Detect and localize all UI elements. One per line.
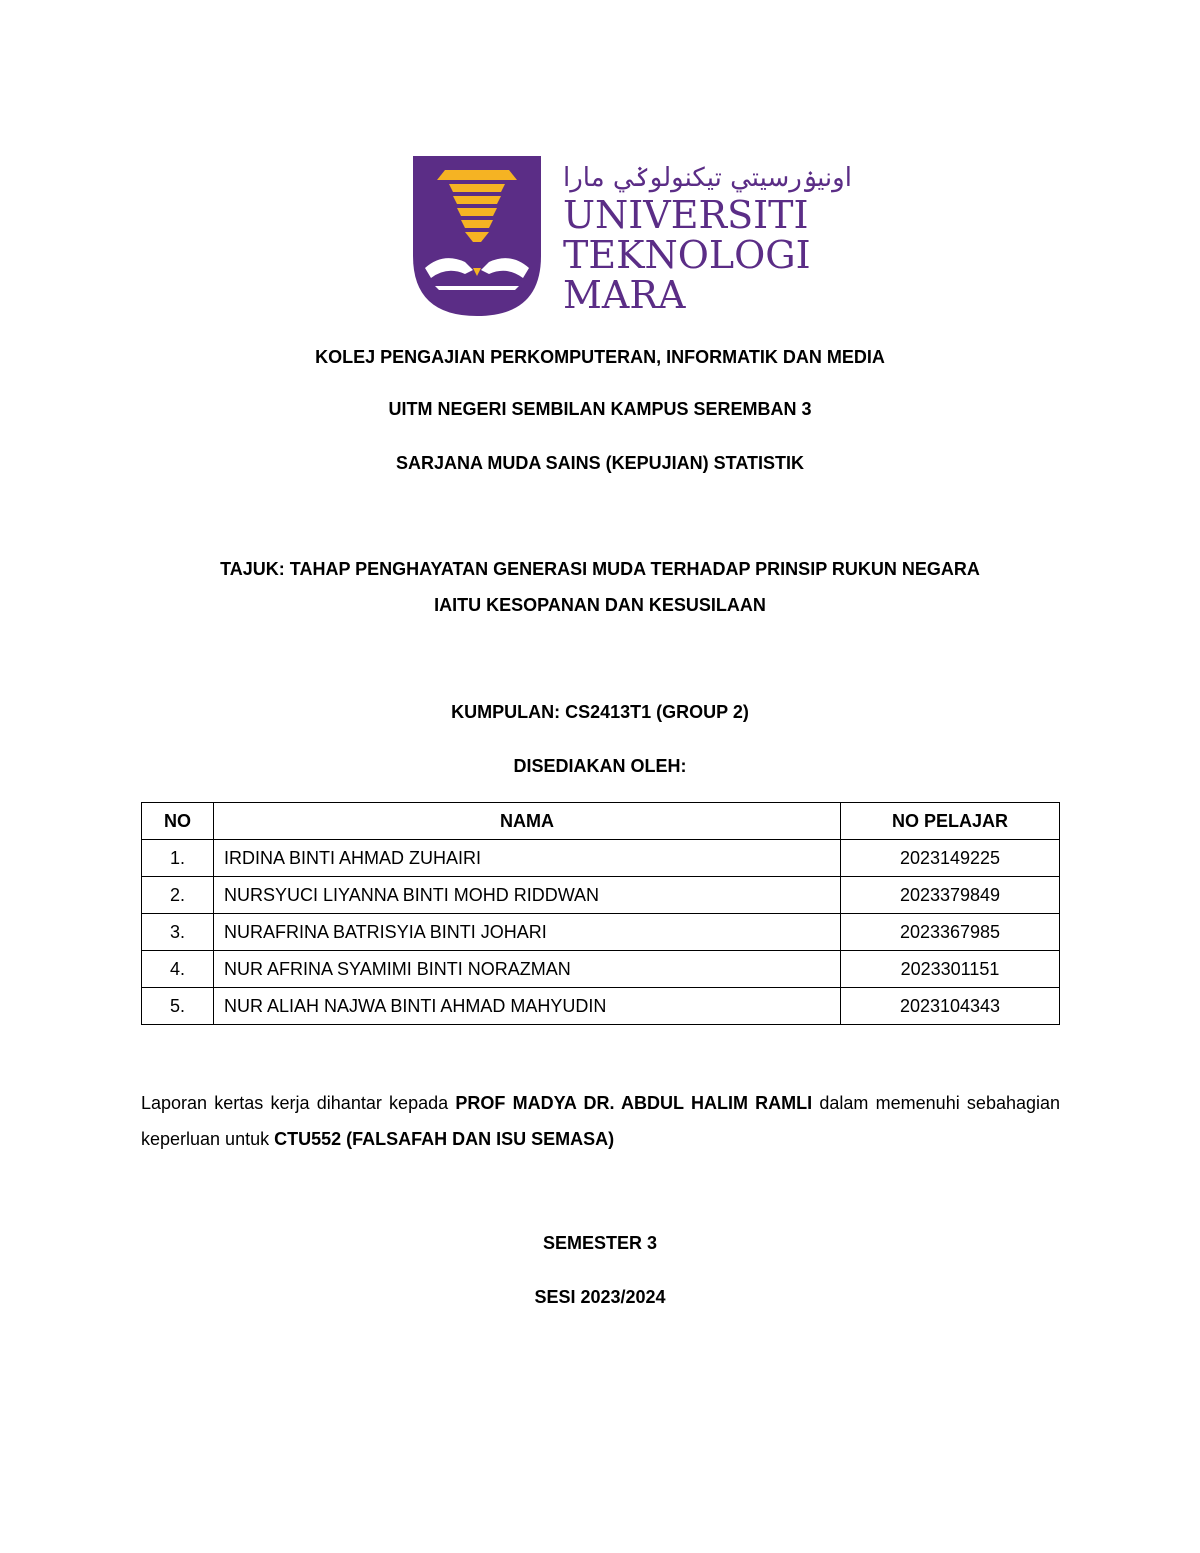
row-name: NUR ALIAH NAJWA BINTI AHMAD MAHYUDIN <box>214 988 841 1025</box>
table-row <box>142 951 1060 988</box>
members-table <box>141 802 1060 1025</box>
table-row <box>142 840 1060 877</box>
row-no: 1. <box>142 840 214 877</box>
table-row <box>142 988 1060 1025</box>
prepared-by-label: DISEDIAKAN OLEH: <box>513 756 687 776</box>
submission-text-1: Laporan kertas kerja dihantar kepada <box>141 1093 456 1113</box>
course-name: CTU552 (FALSAFAH DAN ISU SEMASA) <box>274 1129 615 1149</box>
row-student-id: 2023301151 <box>841 951 1060 988</box>
header-name: NAMA <box>214 803 841 840</box>
row-student-id: 2023104343 <box>841 988 1060 1025</box>
uitm-shield-icon <box>413 156 541 316</box>
title-line-2: IAITU KESOPANAN DAN KESUSILAAN <box>434 595 766 615</box>
row-name: NURSYUCI LIYANNA BINTI MOHD RIDDWAN <box>214 877 841 914</box>
logo-line2: TEKNOLOGI <box>563 233 811 277</box>
program-heading: SARJANA MUDA SAINS (KEPUJIAN) STATISTIK <box>395 453 804 473</box>
row-name: NURAFRINA BATRISYIA BINTI JOHARI <box>214 914 841 951</box>
row-no: 4. <box>142 951 214 988</box>
row-no: 2. <box>142 877 214 914</box>
submission-paragraph <box>141 1085 1060 1157</box>
table-header-row <box>142 803 1060 840</box>
row-student-id: 2023379849 <box>841 877 1060 914</box>
faculty-heading: KOLEJ PENGAJIAN PERKOMPUTERAN, INFORMATIK DAN MEDIA <box>315 347 885 367</box>
logo-line1: UNIVERSITI <box>563 193 809 237</box>
header-student-id: NO PELAJAR <box>841 803 1060 840</box>
campus-heading: UITM NEGERI SEMBILAN KAMPUS SEREMBAN 3 <box>388 399 812 419</box>
group-label: KUMPULAN: CS2413T1 (GROUP 2) <box>451 702 749 722</box>
header-no: NO <box>142 803 214 840</box>
row-no: 3. <box>142 914 214 951</box>
submission-text-2: dalam memenuhi sebahagian keperluan untuk <box>141 1093 1061 1149</box>
table-row <box>142 914 1060 951</box>
table-row <box>142 877 1060 914</box>
uitm-logo <box>413 156 852 317</box>
row-student-id: 2023149225 <box>841 840 1060 877</box>
semester-label: SEMESTER 3 <box>542 1233 658 1253</box>
row-name: NUR AFRINA SYAMIMI BINTI NORAZMAN <box>214 951 841 988</box>
lecturer-name: PROF MADYA DR. ABDUL HALIM RAMLI <box>455 1093 813 1113</box>
logo-jawi-text: اونيۏرسيتي تيکنولوݢي مارا <box>563 163 852 193</box>
title-line-1: TAJUK: TAHAP PENGHAYATAN GENERASI MUDA TERHADAP PRINSIP RUKUN NEGARA <box>220 559 980 579</box>
row-student-id: 2023367985 <box>841 914 1060 951</box>
row-no: 5. <box>142 988 214 1025</box>
logo-line3: MARA <box>563 273 686 317</box>
row-name: IRDINA BINTI AHMAD ZUHAIRI <box>214 840 841 877</box>
session-label: SESI 2023/2024 <box>534 1287 666 1307</box>
